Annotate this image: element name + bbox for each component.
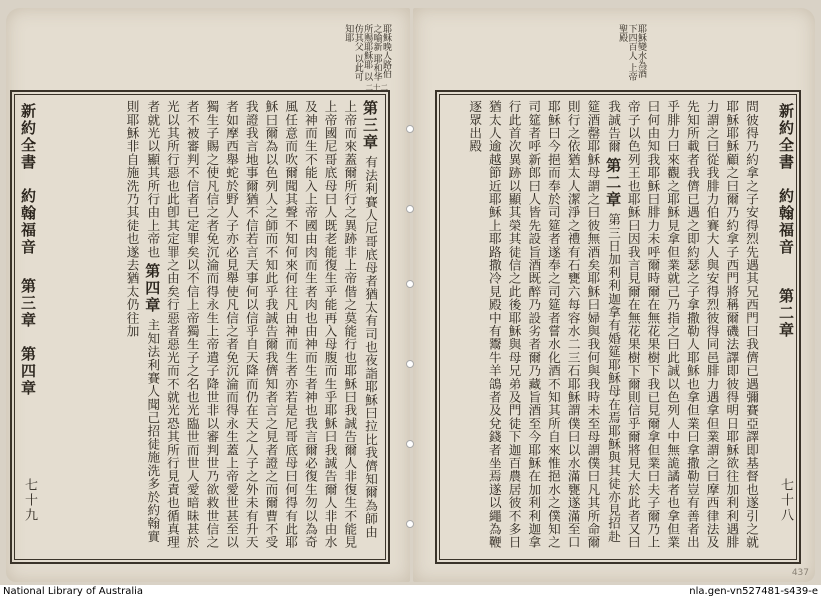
right-page — [413, 8, 815, 582]
header-note: 耶和华所赐耶稣耶 — [362, 24, 382, 81]
chapter3-heading: 第三章 — [361, 100, 379, 151]
chapter2-heading: 第二章 — [604, 157, 623, 209]
binding-hole — [406, 125, 414, 133]
left-side-chapters: 第三章 第四章 — [19, 278, 37, 397]
binding-hole — [406, 520, 414, 528]
footer-right-id: nla.gen-vn527481-s439-e — [689, 586, 818, 597]
left-header-notes — [60, 24, 390, 84]
left-side-book: 約翰福音 — [19, 188, 37, 256]
left-side-title: 新約全書 — [19, 103, 37, 171]
binding-hole — [406, 360, 414, 368]
verse-number-strip: 二十二 — [365, 83, 388, 92]
chapter3-text: 有法利賽人尼哥底母者猶太有司也夜詣耶穌曰拉比我儕知爾為師由上帝而來蓋爾所行之異跡非上帝偕之莫能行也耶穌曰我誠告爾人非復生不能見上帝國尼哥底母曰人既老能復生乎能再入母腹而生乎耶穌曰我誠告爾人非由水及神而生不能入上帝國由肉而生者肉也由神而生者神也我言爾必復生勿以為奇風任意而吹爾聞其聲不知何來何往凡由神而生者亦若是尼哥底母曰何得有此耶穌曰爾為以色列人之師而不知此乎我誠告爾我儕知者言之見者證之而爾曹不受我證我言地事爾猶不信若言天事何以信乎自天降而仍在天之人子之外未有升天者如摩西舉蛇於野人子亦必見舉使凡信之者免沉淪而得永生蓋上帝愛世甚至以獨生子賜之使凡信之者免沉淪而得永生上帝遣子降世非以審判世乃欲救世信之者不被審判不信者已定罪矣以不信上帝獨生子之名也光臨世而世人愛暗昧甚於光以其所行惡也此卽其定罪之由矣行惡者惡光而不就光恐其所行見責也循真理者就光以顯其所行由上帝也 — [145, 100, 378, 549]
header-note: 上帝聖殿 — [617, 24, 637, 81]
header-note: 耶穌變水為酒 — [636, 24, 646, 78]
right-side-title: 新約全書 — [777, 103, 795, 171]
chapter1-text: 問彼得乃約拿之子安得烈先遇其兄西門曰我儕已遇彌賽亞譯即基督也遂引之就耶穌耶穌顧之曰爾乃約拿子西門將稱爾磯法譯即彼得明日耶穌欲往加利利遇腓力謂之曰從我腓力伯賽大人與安得烈彼得同邑腓力遇拿但業謂之曰摩西律法及先知所載者我儕已遇之即約瑟之子拿撒勒人耶穌也拿但業曰拿撒勒豈有善者出乎腓力曰來觀之耶穌見拿但業就己乃指之曰此誠以色列人中無詭譎者也拿但業曰何由知我耶穌曰腓力未呼爾時爾在無花果樹下我已見爾拿但業曰夫子爾乃上帝子以色列王也耶穌曰因我言見爾在無花果樹下爾則信乎爾將見大於此者又曰我誠告爾 — [606, 100, 759, 549]
header-note: 耶稣晚人路伯之喻新 — [371, 24, 391, 78]
binding-hole — [406, 440, 414, 448]
right-folio: 七十八 — [778, 478, 793, 523]
left-page — [6, 8, 410, 582]
left-folio: 七十九 — [22, 478, 37, 523]
binding-hole — [406, 280, 414, 288]
right-body — [443, 100, 761, 550]
footer-bar — [0, 585, 821, 600]
chapter4-heading: 第四章 — [143, 263, 162, 315]
right-side-chapter: 第二章 — [777, 288, 795, 339]
header-note: 以此可知耶 — [343, 24, 363, 81]
chapter4-text: 主知法利賽人聞己招徒施洗多於約翰實則耶穌非自施洗乃其徒也遂去猶太仍往加 — [124, 100, 161, 544]
right-header-notes — [617, 24, 645, 84]
header-note: 以仿其父 — [352, 24, 373, 81]
header-note: 下四百人 — [626, 24, 637, 60]
pencil-page-number: 437 — [791, 568, 809, 578]
footer-left-credit: National Library of Australia — [3, 586, 144, 597]
left-body-chapter3 — [80, 100, 380, 550]
left-verse-numbers — [366, 82, 389, 93]
right-side-book: 約翰福音 — [777, 188, 795, 256]
chapter2-text: 第三日加利利迦拿有婚筵耶穌母在焉耶穌與其徒亦見招赴筵酒罄耶穌母謂之曰彼無酒矣耶穌曰婦與我何與我時未至母謂僕曰凡其所命爾則行之依猶太人潔淨之禮有石甕六每容水二三石耶穌謂僕曰以水滿甕遂滿至口耶穌曰今挹而奉於司筵者遂奉之司筵者嘗水化酒不知其所自來惟挹水之僕知之司筵者呼新郎曰人皆先設旨酒既醉乃設劣者爾乃藏旨酒至今耶穌在加利利迦拿行此首次異跡以顯其榮其徒信之此後耶穌與母兄弟及門徒下迦百農居彼不多日猶太人逾越節近耶穌上耶路撒冷見殿中有鬻牛羊鴿者及兌錢者坐焉遂以繩為鞭逐眾出殿 — [467, 100, 622, 549]
binding-hole — [406, 205, 414, 213]
